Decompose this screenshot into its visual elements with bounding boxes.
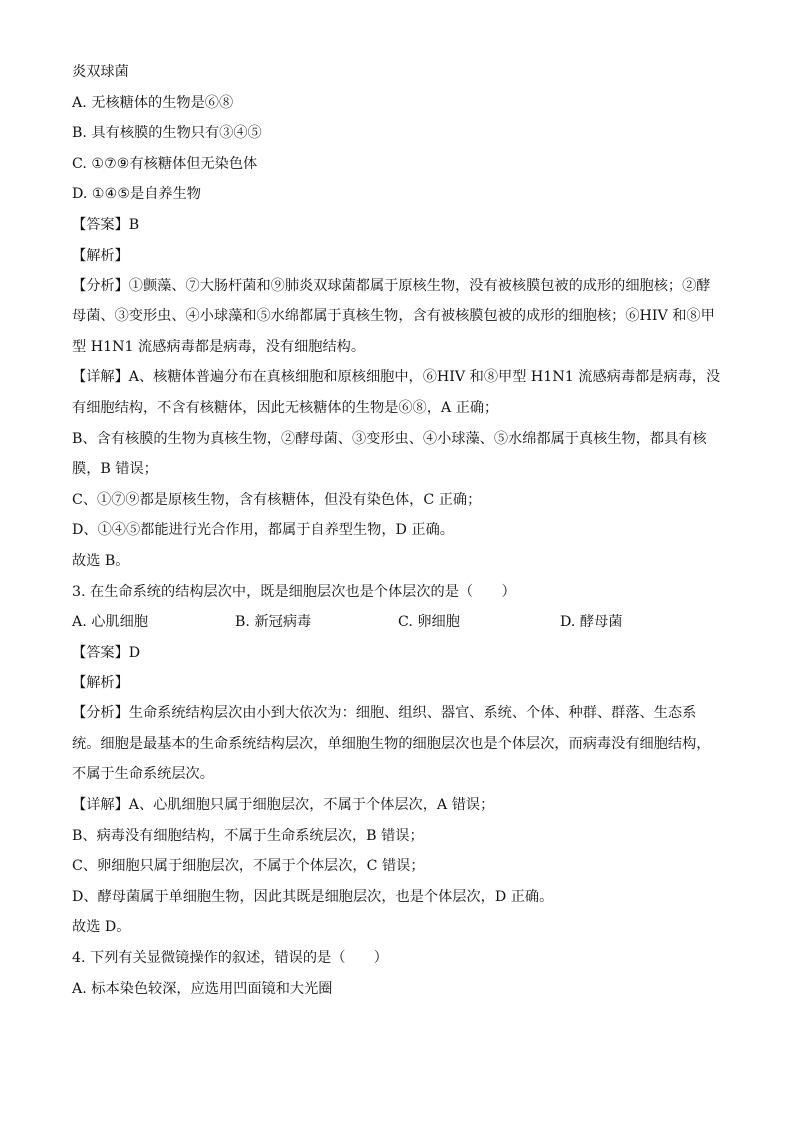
q2-detail-a: 【详解】A、核糖体普遍分布在真核细胞和原核细胞中，⑥HIV 和⑧甲型 H1N1 流感病毒都是病毒，没有细胞结构，不含有核糖体，因此无核糖体的生物是⑥⑧，A 正确； [72,369,721,416]
q3-detail-d: D、酵母菌属于单细胞生物，因此其既是细胞层次，也是个体层次，D 正确。 [72,888,554,905]
q2-option-d: D. ①④⑤是自养生物 [72,186,201,203]
q3-answer: 【答案】D [72,644,141,661]
q3-stem: 3. 在生命系统的结构层次中，既是细胞层次也是个体层次的是（ ） [72,583,516,600]
q2-analysis-text: 【分析】①颤藻、⑦大肠杆菌和⑨肺炎双球菌都属于原核生物，没有被核膜包被的成形的细胞核；②酵母菌、③变形虫、④小球藻和⑤水绵都属于真核生物，含有被核膜包被的成形的细胞核；⑥HIV 和⑧甲型 H1N1 流感病毒都是病毒，没有细胞结构。 [72,277,715,355]
q2-option-b: B. 具有核膜的生物只有③④⑤ [72,125,262,142]
q3-analysis-heading: 【解析】 [72,675,129,692]
q3-detail-c: C、卵细胞只属于细胞层次，不属于个体层次，C 错误； [72,858,425,875]
q3-option-a: A. 心肌细胞 [72,614,149,631]
q3-options-row [72,612,722,632]
q2-detail-b: B、含有核膜的生物为真核生物，②酵母菌、③变形虫、④小球藻、⑤水绵都属于真核生物，都具有核膜，B 错误； [72,430,707,478]
q2-detail-c: C、①⑦⑨都是原核生物，含有核糖体，但没有染色体，C 正确； [72,491,482,508]
document-page [72,62,722,1004]
q4-stem: 4. 下列有关显微镜操作的叙述，错误的是（ ） [72,950,388,967]
q3-detail-a: 【详解】A、心肌细胞只属于细胞层次，不属于个体层次，A 错误； [72,797,495,814]
q2-detail-d: D、①④⑤都能进行光合作用，都属于自养型生物，D 正确。 [72,522,454,539]
q3-option-b: B. 新冠病毒 [235,614,312,631]
q3-detail-b: B、病毒没有细胞结构，不属于生命系统层次，B 错误； [72,827,424,844]
q2-answer: 【答案】B [72,216,140,233]
q3-analysis-text: 【分析】生命系统结构层次由小到大依次为：细胞、组织、器官、系统、个体、种群、群落、生态系统。细胞是最基本的生命系统结构层次，单细胞生物的细胞层次也是个体层次，而病毒没有细胞结构，不属于生命系统层次。 [72,705,711,783]
q2-option-c: C. ①⑦⑨有核糖体但无染色体 [72,155,258,172]
q2-analysis-heading: 【解析】 [72,247,129,264]
q2-conclusion: 故选 B。 [72,552,130,569]
q2-stem-tail: 炎双球菌 [72,64,129,80]
q4-option-a: A. 标本染色较深，应选用凹面镜和大光圈 [72,980,333,997]
q2-option-a: A. 无核糖体的生物是⑥⑧ [72,94,234,111]
q3-option-d: D. 酵母菌 [560,614,623,631]
q3-option-c: C. 卵细胞 [398,614,460,631]
q3-conclusion: 故选 D。 [72,919,131,936]
